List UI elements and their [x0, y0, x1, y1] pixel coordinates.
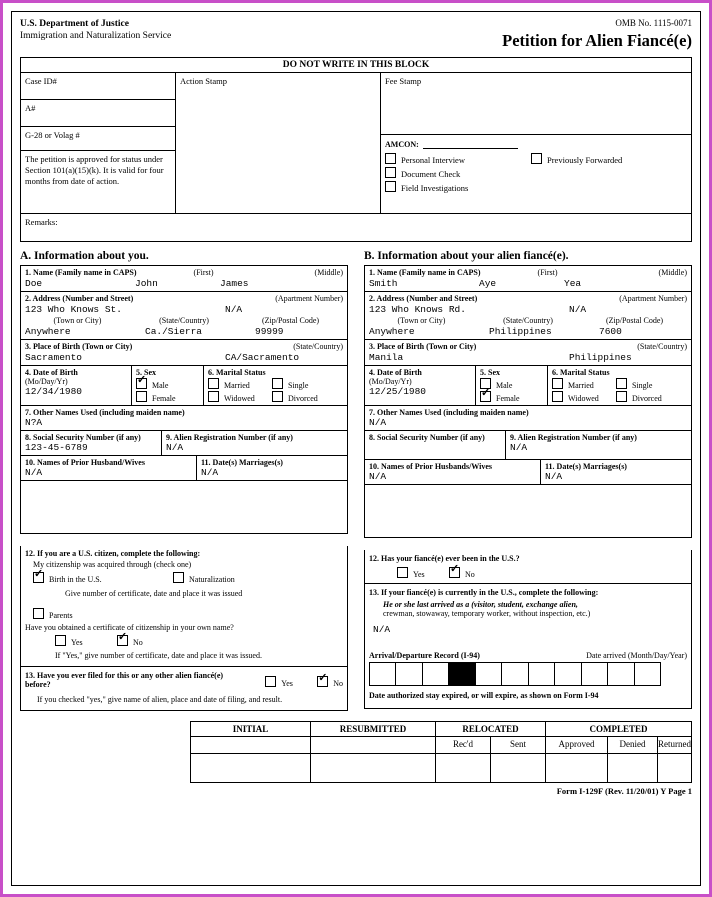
a-address-street[interactable]: 123 Who Knows St.	[25, 304, 122, 315]
b-name-family[interactable]: Smith	[369, 278, 398, 289]
a-blank-space	[21, 481, 347, 533]
a-q6-marital[interactable]	[203, 366, 347, 405]
checkbox-icon[interactable]	[33, 608, 44, 619]
b-q8-label: 8. Social Security Number (if any)	[369, 433, 485, 442]
checkbox-icon[interactable]	[449, 567, 460, 578]
b-q12-no[interactable]	[449, 567, 475, 579]
a-q1-name[interactable]	[21, 266, 347, 292]
checkbox-icon[interactable]	[265, 676, 276, 687]
a-ms-single-label: Single	[288, 381, 309, 390]
a-sub-zip-label: (Zip/Postal Code)	[261, 316, 320, 325]
option-label: Field Investigations	[401, 183, 469, 193]
b-pob-town[interactable]: Manila	[369, 352, 404, 363]
a-q7-label: 7. Other Names Used (including maiden name)	[25, 408, 185, 417]
footer-recd: Rec'd	[436, 737, 491, 753]
a-q13-prior-filing[interactable]	[21, 666, 347, 710]
a-number-field[interactable]: A#	[21, 100, 175, 127]
b-ms-single[interactable]	[616, 378, 662, 390]
b-sub-zip-label: (Zip/Postal Code)	[605, 316, 664, 325]
b-q12-been-in-us[interactable]	[365, 550, 691, 583]
a-q2-apt-label: (Apartment Number)	[275, 294, 343, 303]
a-dob-value[interactable]: 12/34/1980	[25, 386, 83, 397]
b-q13-value[interactable]: N/A	[373, 624, 391, 635]
checkbox-icon[interactable]	[272, 391, 283, 402]
form-header	[20, 18, 692, 51]
do-not-write-band: DO NOT WRITE IN THIS BLOCK	[21, 58, 691, 73]
a-q12-nat-label: Naturalization	[189, 575, 235, 584]
b-q12-label: 12. Has your fiancé(e) ever been in the U.S.?	[369, 554, 520, 563]
checkbox-icon[interactable]	[385, 153, 396, 164]
b-sub-town-label: (Town or City)	[397, 316, 446, 325]
b-q12-no-label: No	[465, 570, 475, 579]
a-q11-marriage-dates[interactable]	[196, 456, 347, 480]
b-address-apt[interactable]: N/A	[569, 304, 587, 315]
a-ms-married[interactable]	[208, 378, 272, 390]
a-name-family[interactable]: Doe	[25, 278, 43, 289]
checkbox-icon[interactable]	[317, 676, 328, 687]
b-other-names-value[interactable]: N/A	[369, 417, 387, 428]
footer-initial: INITIAL	[191, 722, 311, 736]
i94-cell[interactable]	[582, 663, 608, 685]
b-sex-female[interactable]	[480, 391, 543, 403]
b-blank-space	[365, 485, 691, 537]
option-document-check[interactable]	[385, 167, 525, 179]
amcon-label: AMCON:	[385, 140, 419, 149]
a-q8-ssn[interactable]	[21, 431, 161, 455]
action-stamp-column	[176, 73, 381, 213]
b-i94-label: Arrival/Departure Record (I-94)	[369, 651, 480, 660]
b-q5-sex[interactable]	[475, 366, 547, 405]
i94-number-field[interactable]	[369, 662, 661, 686]
checkbox-icon[interactable]	[55, 635, 66, 646]
b-q13-line1: He or she last arrived as a (visitor, student, exchange alien,	[383, 600, 578, 609]
a-q13-yes[interactable]	[265, 676, 317, 688]
a-q3-label: 3. Place of Birth (Town or City)	[25, 342, 133, 351]
checkbox-icon[interactable]	[385, 181, 396, 192]
a-q12-citizenship[interactable]	[21, 546, 347, 666]
b-prior-spouses-value[interactable]: N/A	[369, 471, 387, 482]
b-q8-ssn[interactable]	[365, 431, 505, 459]
checkbox-icon[interactable]	[480, 391, 491, 402]
b-q2-address[interactable]	[365, 292, 691, 340]
a-q5-sex[interactable]	[131, 366, 203, 405]
footer-approved: Approved	[546, 737, 608, 753]
fee-stamp-field[interactable]: Fee Stamp	[381, 73, 691, 135]
agency-block	[20, 18, 171, 42]
checkbox-icon[interactable]	[385, 167, 396, 178]
footer-table	[190, 721, 692, 783]
amcon-block	[381, 135, 691, 213]
checkbox-icon[interactable]	[136, 391, 147, 402]
b-q2-apt-label: (Apartment Number)	[619, 294, 687, 303]
a-sub-town-label: (Town or City)	[53, 316, 102, 325]
a-q2-address[interactable]	[21, 292, 347, 340]
omb-number: OMB No. 1115-0071	[615, 18, 692, 28]
a-sex-male-label: Male	[152, 381, 169, 390]
a-q3-state-label: (State/Country)	[293, 342, 343, 351]
a-q4q5q6	[21, 366, 347, 406]
a-q13-no[interactable]	[317, 676, 343, 688]
a-alien-reg-value[interactable]: N/A	[166, 442, 184, 453]
option-field-investigations[interactable]	[385, 181, 525, 193]
b-alien-reg-value[interactable]: N/A	[510, 442, 528, 453]
b-q1-label: 1. Name (Family name in CAPS)	[369, 268, 481, 277]
option-label: Document Check	[401, 169, 461, 179]
a-q10-prior-spouses[interactable]	[21, 456, 196, 480]
b-q7-label: 7. Other Names Used (including maiden name)	[369, 408, 529, 417]
a-sex-female[interactable]	[136, 391, 199, 403]
checkbox-icon[interactable]	[173, 572, 184, 583]
a-address-town[interactable]: Anywhere	[25, 326, 71, 337]
official-use-block	[20, 57, 692, 242]
case-id-field[interactable]: Case ID#	[21, 73, 175, 100]
checkbox-icon[interactable]	[136, 378, 147, 389]
b-name-first[interactable]: Aye	[479, 278, 497, 289]
footer-cell[interactable]	[546, 754, 608, 782]
a-address-apt[interactable]: N/A	[225, 304, 243, 315]
agency-line-1: U.S. Department of Justice	[20, 19, 129, 29]
a-sex-female-label: Female	[152, 394, 176, 403]
a-q4-dob[interactable]	[21, 366, 131, 405]
footer-initial-spacer	[191, 737, 311, 753]
a-sub-state-label: (State/Country)	[159, 316, 209, 325]
a-q13-yes-label: Yes	[281, 679, 293, 688]
i94-cell[interactable]	[502, 663, 528, 685]
form-id: Form I-129F (Rev. 11/20/01) Y Page 1	[556, 786, 692, 796]
a-q12-parents-question: Have you obtained a certificate of citizenship in your own name?	[25, 623, 234, 632]
a-q7-other-names[interactable]	[21, 406, 347, 431]
option-label: Personal Interview	[401, 155, 465, 165]
b-q9-label: 9. Alien Registration Number (if any)	[510, 433, 637, 442]
a-ms-divorced-label: Divorced	[288, 394, 318, 403]
b-dob-value[interactable]: 12/25/1980	[369, 386, 427, 397]
section-b-title: B. Information about your alien fiancé(e).	[364, 250, 569, 262]
b-pob-state[interactable]: Philippines	[569, 352, 632, 363]
a-q12-birth[interactable]	[33, 572, 173, 584]
a-ms-widowed[interactable]	[208, 391, 272, 403]
b-q13-line2: crewman, stowaway, temporary worker, without inspection, etc.)	[383, 609, 591, 618]
i94-cell[interactable]	[529, 663, 555, 685]
checkbox-icon[interactable]	[397, 567, 408, 578]
b-sex-female-label: Female	[496, 394, 520, 403]
a-prior-spouses-value[interactable]: N/A	[25, 467, 43, 478]
b-q6-marital[interactable]	[547, 366, 691, 405]
b-address-town[interactable]: Anywhere	[369, 326, 415, 337]
a-q1-first-label: (First)	[193, 268, 214, 277]
footer-resubmitted-spacer	[311, 737, 436, 753]
b-ms-divorced[interactable]	[616, 391, 662, 403]
a-q12-sub: My citizenship was acquired through (check one)	[33, 560, 192, 569]
option-personal-interview[interactable]	[385, 153, 525, 165]
b-q9-alien-reg[interactable]	[505, 431, 691, 459]
footer-relocated: RELOCATED	[436, 722, 546, 736]
checkbox-icon[interactable]	[552, 378, 563, 389]
a-q10q11	[21, 456, 347, 481]
a-address-zip[interactable]: 99999	[255, 326, 284, 337]
b-q10-label: 10. Names of Prior Husbands/Wives	[369, 462, 493, 471]
b-q4-label: 4. Date of Birth	[369, 368, 422, 377]
a-q8-label: 8. Social Security Number (if any)	[25, 433, 141, 442]
a-q13-before: before?	[25, 680, 51, 689]
a-q1-label: 1. Name (Family name in CAPS)	[25, 268, 137, 277]
a-q12-label: 12. If you are a U.S. citizen, complete the following:	[25, 549, 201, 558]
b-ms-divorced-label: Divorced	[632, 394, 662, 403]
checkbox-icon[interactable]	[208, 378, 219, 389]
b-q11-label: 11. Date(s) Marriages(s)	[545, 462, 627, 471]
footer-returned: Returned	[658, 739, 691, 749]
b-q2-label: 2. Address (Number and Street)	[369, 294, 478, 303]
footer-denied: Denied	[608, 737, 658, 753]
a-name-middle[interactable]: James	[220, 278, 249, 289]
section-a	[20, 250, 356, 711]
a-q12-no[interactable]	[117, 635, 143, 647]
checkbox-icon[interactable]	[208, 391, 219, 402]
a-ms-divorced[interactable]	[272, 391, 318, 403]
a-pob-state[interactable]: CA/Sacramento	[225, 352, 300, 363]
a-other-names-value[interactable]: N?A	[25, 417, 43, 428]
option-label: Previously Forwarded	[547, 155, 623, 165]
a-q12-yes-label: Yes	[71, 638, 83, 647]
b-q8q9	[365, 431, 691, 460]
a-q12-parents-label: Parents	[49, 611, 73, 620]
a-q1-middle-label: (Middle)	[314, 268, 343, 277]
footer-sent: Sent	[491, 737, 546, 753]
action-stamp-field[interactable]: Action Stamp	[180, 76, 227, 86]
b-sex-male-label: Male	[496, 381, 513, 390]
b-q13-current-status[interactable]	[365, 583, 691, 708]
a-q13-label: 13. Have you ever filed for this or any other alien fiancé(e)	[25, 671, 224, 680]
a-name-first[interactable]: John	[135, 278, 158, 289]
b-q11-marriage-dates[interactable]	[540, 460, 691, 484]
a-q11-label: 11. Date(s) Marriages(s)	[201, 458, 283, 467]
a-sex-male[interactable]	[136, 378, 199, 390]
i94-cell-filled[interactable]	[449, 663, 475, 685]
b-sub-state-label: (State/Country)	[503, 316, 553, 325]
checkbox-icon[interactable]	[616, 378, 627, 389]
a-q4-format: (Mo/Day/Yr)	[25, 377, 68, 386]
a-marriage-dates-value[interactable]: N/A	[201, 467, 219, 478]
b-q1-middle-label: (Middle)	[658, 268, 687, 277]
checkbox-icon[interactable]	[272, 378, 283, 389]
checkbox-icon[interactable]	[33, 572, 44, 583]
footer-cell[interactable]	[658, 754, 691, 782]
i94-cell[interactable]	[423, 663, 449, 685]
b-q1-name[interactable]	[365, 266, 691, 292]
b-q10q11	[365, 460, 691, 485]
a-q10-label: 10. Names of Prior Husband/Wives	[25, 458, 145, 467]
a-q12-if-yes-note: If "Yes," give number of certificate, date and place it was issued.	[55, 651, 262, 660]
a-q3-place-of-birth[interactable]	[21, 340, 347, 366]
footer-cell[interactable]	[436, 754, 491, 782]
agency-line-2: Immigration and Naturalization Service	[20, 31, 172, 41]
a-q12-give-note: Give number of certificate, date and place it was issued	[65, 589, 243, 598]
b-q13-label: 13. If your fiancé(e) is currently in the U.S., complete the following:	[369, 588, 599, 597]
a-q13-no-label: No	[333, 679, 343, 688]
b-ms-widowed-label: Widowed	[568, 394, 599, 403]
option-previously-forwarded[interactable]	[531, 153, 622, 165]
i94-cell[interactable]	[370, 663, 396, 685]
b-q12-yes[interactable]	[397, 567, 449, 579]
a-ms-married-label: Married	[224, 381, 250, 390]
a-q2-label: 2. Address (Number and Street)	[25, 294, 134, 303]
a-q9-label: 9. Alien Registration Number (if any)	[166, 433, 293, 442]
a-q6-label: 6. Marital Status	[208, 368, 266, 377]
a-ms-widowed-label: Widowed	[224, 394, 255, 403]
b-marriage-dates-value[interactable]: N/A	[545, 471, 563, 482]
footer-cell[interactable]	[191, 754, 311, 782]
a-q12-parents[interactable]	[33, 608, 343, 620]
b-q1-first-label: (First)	[537, 268, 558, 277]
a-q8q9	[21, 431, 347, 456]
b-q4-dob[interactable]	[365, 366, 475, 405]
b-ms-widowed[interactable]	[552, 391, 616, 403]
a-q13-note: If you checked "yes," give name of alien, place and date of filing, and result.	[37, 695, 283, 704]
i94-cell[interactable]	[635, 663, 660, 685]
a-ssn-value[interactable]: 123-45-6789	[25, 442, 88, 453]
footer-completed: COMPLETED	[589, 724, 648, 734]
b-ms-single-label: Single	[632, 381, 653, 390]
a-q12-birth-label: Birth in the U.S.	[49, 575, 102, 584]
g28-field[interactable]: G-28 or Volag #	[21, 127, 175, 151]
b-date-arrived-label: Date arrived (Month/Day/Year)	[586, 651, 687, 660]
footer-cell[interactable]	[311, 754, 436, 782]
section-a-title: A. Information about you.	[20, 250, 149, 262]
b-address-street[interactable]: 123 Who Knows Rd.	[369, 304, 466, 315]
i94-cell[interactable]	[608, 663, 634, 685]
b-q5-label: 5. Sex	[480, 368, 500, 377]
a-ms-single[interactable]	[272, 378, 318, 390]
remarks-field[interactable]: Remarks:	[21, 213, 691, 241]
a-pob-town[interactable]: Sacramento	[25, 352, 83, 363]
footer-resubmitted: RESUBMITTED	[311, 722, 436, 736]
b-ms-married[interactable]	[552, 378, 616, 390]
b-name-middle[interactable]: Yea	[564, 278, 582, 289]
b-q7-other-names[interactable]	[365, 406, 691, 431]
fee-stamp-column	[381, 73, 691, 213]
i94-cell[interactable]	[396, 663, 422, 685]
a-q9-alien-reg[interactable]	[161, 431, 347, 455]
b-q3-place-of-birth[interactable]	[365, 340, 691, 366]
b-q4q5q6	[365, 366, 691, 406]
b-q3-label: 3. Place of Birth (Town or City)	[369, 342, 477, 351]
i94-cell[interactable]	[555, 663, 581, 685]
section-b	[356, 250, 692, 711]
b-address-state[interactable]: Philippines	[489, 326, 552, 337]
footer-cell[interactable]	[608, 754, 658, 782]
checkbox-icon[interactable]	[552, 391, 563, 402]
a-q12-no-label: No	[133, 638, 143, 647]
checkbox-icon[interactable]	[616, 391, 627, 402]
left-official-column	[21, 73, 176, 213]
b-q3-state-label: (State/Country)	[637, 342, 687, 351]
b-expire-note: Date authorized stay expired, or will expire, as shown on Form I-94	[369, 691, 599, 700]
page-title: Petition for Alien Fiancé(e)	[502, 31, 692, 50]
approval-note: The petition is approved for status under Section 101(a)(15)(k). It is valid for four months from date of action.	[25, 154, 164, 186]
b-q12-yes-label: Yes	[413, 570, 425, 579]
b-q6-label: 6. Marital Status	[552, 368, 610, 377]
b-ms-married-label: Married	[568, 381, 594, 390]
amcon-line[interactable]	[423, 139, 518, 149]
checkbox-icon[interactable]	[531, 153, 542, 164]
a-q12-naturalization[interactable]	[173, 572, 235, 584]
b-q4-format: (Mo/Day/Yr)	[369, 377, 412, 386]
b-q10-prior-spouses[interactable]	[365, 460, 540, 484]
checkbox-icon[interactable]	[117, 635, 128, 646]
a-q12-yes[interactable]	[55, 635, 117, 647]
i94-cell[interactable]	[476, 663, 502, 685]
a-q4-label: 4. Date of Birth	[25, 368, 78, 377]
footer-cell[interactable]	[491, 754, 546, 782]
office-use-footer	[20, 721, 692, 783]
a-q5-label: 5. Sex	[136, 368, 156, 377]
a-address-state[interactable]: Ca./Sierra	[145, 326, 203, 337]
form-sheet	[11, 11, 701, 886]
b-address-zip[interactable]: 7600	[599, 326, 622, 337]
